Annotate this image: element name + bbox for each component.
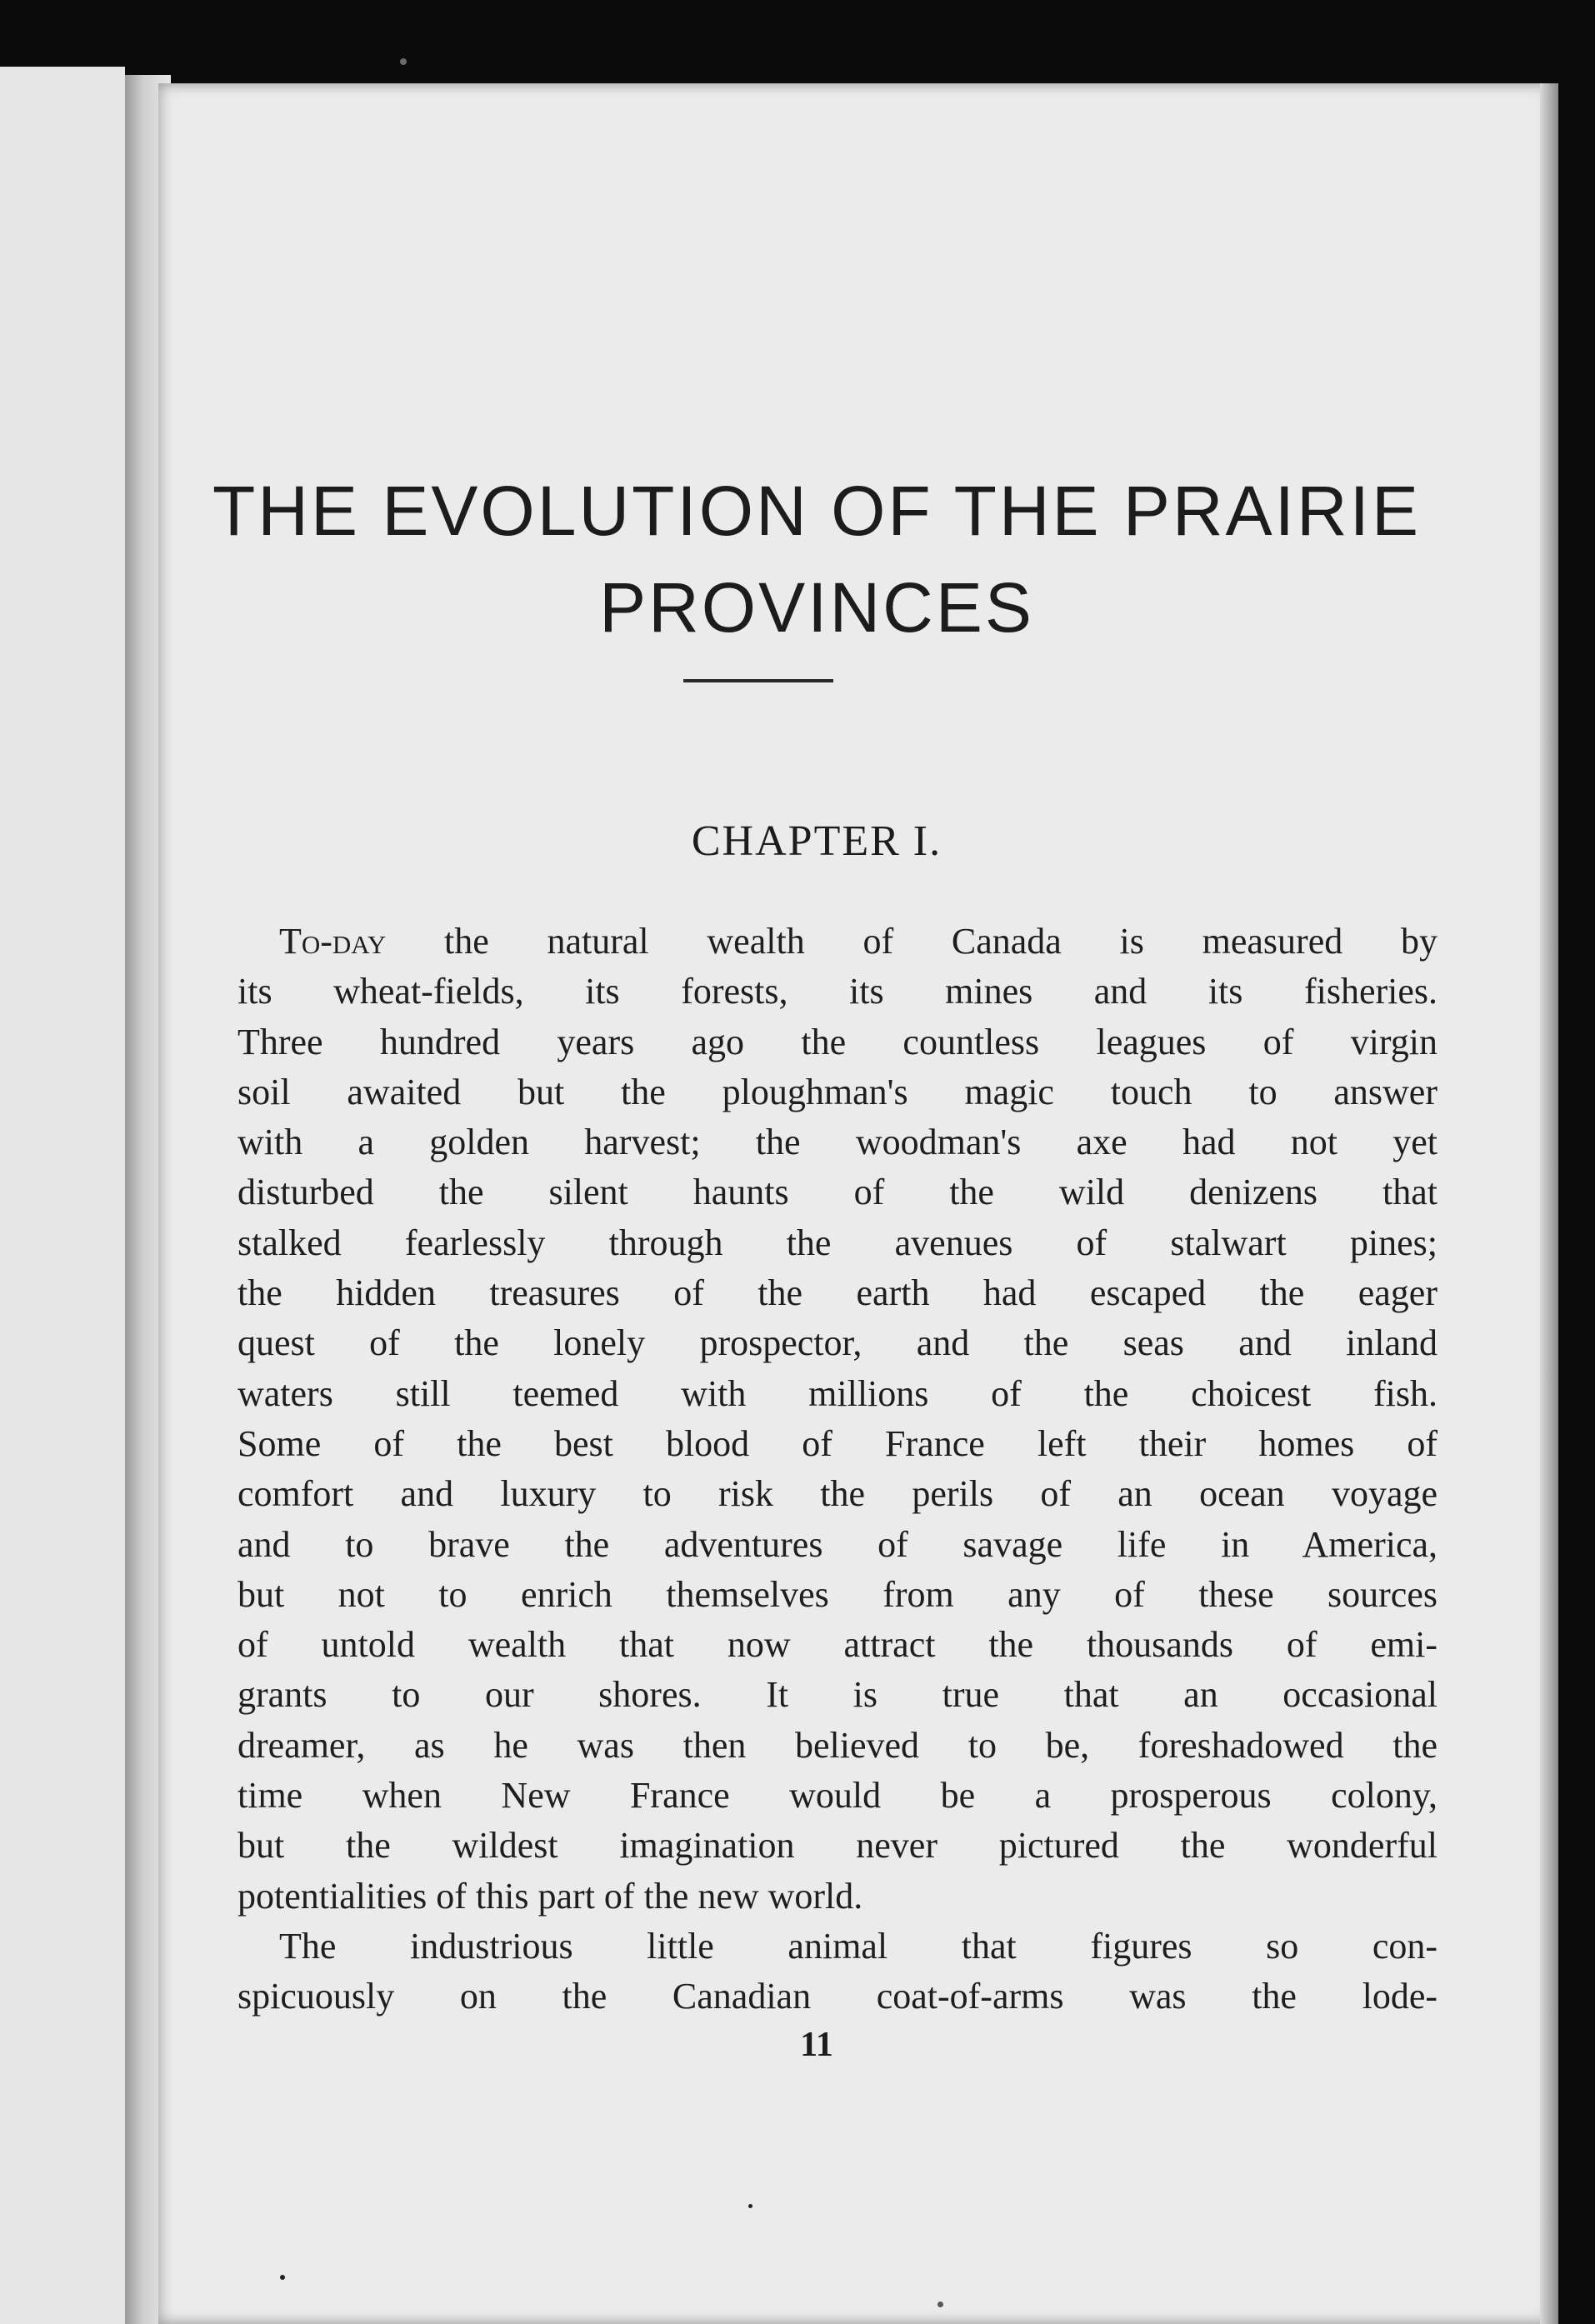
- text-line: spicuously on the Canadian coat-of-arms was the lode-: [238, 1976, 1438, 2017]
- text-line: its wheat-fields, its forests, its mines and its fisheries.: [238, 971, 1438, 1012]
- book-title: [158, 462, 1475, 656]
- text-line: with a golden harvest; the woodman's axe had not yet: [238, 1122, 1438, 1163]
- text-line: the hidden treasures of the earth had escaped the eager: [238, 1272, 1438, 1314]
- text-line: of untold wealth that now attract the thousands of emi-: [238, 1624, 1438, 1666]
- book-page: [158, 83, 1558, 2324]
- book-title-line-1: THE EVOLUTION OF THE PRAIRIE: [212, 472, 1421, 550]
- text-line: waters still teemed with millions of the choicest fish.: [238, 1372, 1438, 1414]
- book-title-line-2: PROVINCES: [599, 568, 1034, 647]
- text-line: The industrious little animal that figures so con-: [279, 1925, 1438, 1967]
- facing-page-edge: [0, 67, 125, 2324]
- text-line: comfort and luxury to risk the perils of an ocean voyage: [238, 1473, 1438, 1515]
- chapter-heading: CHAPTER I.: [691, 817, 942, 865]
- scan-speck: [280, 2275, 285, 2280]
- page-edge-shadow: [1540, 83, 1558, 2324]
- text-line: [238, 917, 1438, 967]
- scan-speck: [748, 2204, 752, 2208]
- text-line: and to brave the adventures of savage life in America,: [238, 1523, 1438, 1565]
- text-line: disturbed the silent haunts of the wild denizens that: [238, 1172, 1438, 1213]
- text-line: but not to enrich themselves from any of these sources: [238, 1573, 1438, 1615]
- text-line: grants to our shores. It is true that an occasional: [238, 1674, 1438, 1716]
- text-line: quest of the lonely prospector, and the seas and inland: [238, 1322, 1438, 1364]
- text-line: Three hundred years ago the countless leagues of virgin: [238, 1021, 1438, 1062]
- text-line: potentialities of this part of the new world.: [238, 1875, 863, 1917]
- body-text: [238, 917, 1438, 2022]
- text-line: soil awaited but the ploughman's magic touch to answer: [238, 1071, 1438, 1112]
- scan-speck: [400, 58, 407, 65]
- text-line: Some of the best blood of France left their homes of: [238, 1422, 1438, 1464]
- text-line: stalked fearlessly through the avenues of stalwart pines;: [238, 1222, 1438, 1263]
- opening-words: To-day: [279, 921, 387, 962]
- first-line-rest: the natural wealth of Canada is measured by: [386, 921, 1438, 962]
- text-line: but the wildest imagination never pictured the wonderful: [238, 1825, 1438, 1867]
- title-divider-rule: [683, 679, 833, 682]
- page-number: 11: [800, 2026, 833, 2064]
- text-line: time when New France would be a prosperous colony,: [238, 1775, 1438, 1817]
- scan-speck: [938, 2302, 943, 2307]
- text-line: dreamer, as he was then believed to be, foreshadowed the: [238, 1724, 1438, 1766]
